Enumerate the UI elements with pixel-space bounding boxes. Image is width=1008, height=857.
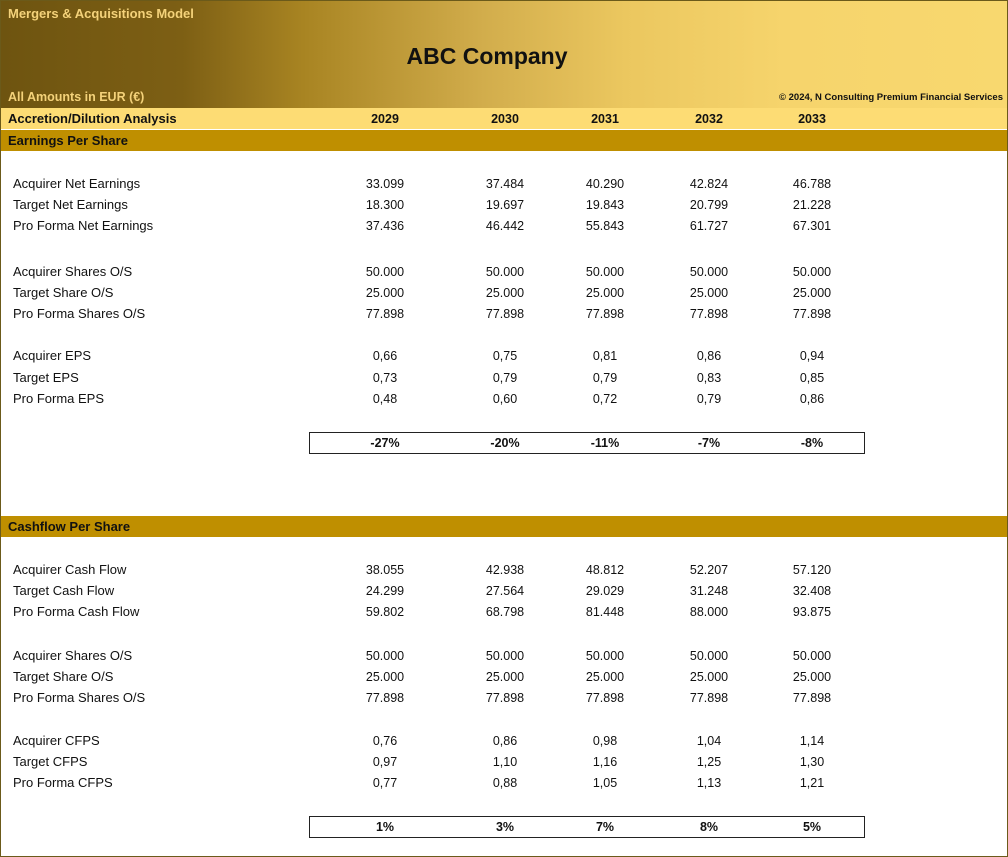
cell-value: 0,81 bbox=[592, 349, 618, 363]
cell-value: 0,79 bbox=[592, 371, 618, 385]
cell-value: 1,25 bbox=[696, 755, 722, 769]
cell-value: 42.824 bbox=[689, 177, 729, 191]
title-banner bbox=[1, 1, 1007, 108]
accretion-value: -7% bbox=[697, 436, 721, 450]
cell-value: 0,60 bbox=[492, 392, 518, 406]
cell-value: 25.000 bbox=[689, 670, 729, 684]
table-row bbox=[1, 752, 1007, 772]
cell-value: 48.812 bbox=[585, 563, 625, 577]
model-title: Mergers & Acquisitions Model bbox=[8, 6, 194, 21]
cell-value: 18.300 bbox=[365, 198, 405, 212]
year-header: 2033 bbox=[798, 112, 826, 126]
table-row bbox=[1, 646, 1007, 666]
cell-value: 20.799 bbox=[689, 198, 729, 212]
cfps-accretion-box bbox=[309, 816, 865, 838]
cell-value: 88.000 bbox=[689, 605, 729, 619]
cell-value: 93.875 bbox=[792, 605, 832, 619]
cell-value: 1,05 bbox=[592, 776, 618, 790]
cell-value: 0,97 bbox=[372, 755, 398, 769]
table-row bbox=[1, 602, 1007, 622]
table-row bbox=[1, 346, 1007, 366]
cell-value: 25.000 bbox=[792, 286, 832, 300]
row-label: Pro Forma Net Earnings bbox=[13, 218, 154, 233]
cell-value: 0,86 bbox=[799, 392, 825, 406]
row-label: Acquirer EPS bbox=[13, 348, 92, 363]
cell-value: 40.290 bbox=[585, 177, 625, 191]
table-title: Accretion/Dilution Analysis bbox=[8, 111, 177, 126]
table-row bbox=[1, 731, 1007, 751]
cell-value: 52.207 bbox=[689, 563, 729, 577]
cell-value: 50.000 bbox=[585, 265, 625, 279]
table-row bbox=[1, 283, 1007, 303]
cell-value: 50.000 bbox=[365, 265, 405, 279]
cell-value: 0,73 bbox=[372, 371, 398, 385]
cell-value: 50.000 bbox=[585, 649, 625, 663]
accretion-value: -20% bbox=[490, 436, 520, 450]
cell-value: 77.898 bbox=[585, 691, 625, 705]
row-label: Acquirer Net Earnings bbox=[13, 176, 141, 191]
table-row bbox=[1, 773, 1007, 793]
cell-value: 59.802 bbox=[365, 605, 405, 619]
table-row bbox=[1, 667, 1007, 687]
cell-value: 37.436 bbox=[365, 219, 405, 233]
cell-value: 50.000 bbox=[792, 265, 832, 279]
cell-value: 77.898 bbox=[792, 691, 832, 705]
row-label: Pro Forma EPS bbox=[13, 391, 105, 406]
cell-value: 0,72 bbox=[592, 392, 618, 406]
cell-value: 1,16 bbox=[592, 755, 618, 769]
cell-value: 0,86 bbox=[696, 349, 722, 363]
table-row bbox=[1, 560, 1007, 580]
cell-value: 77.898 bbox=[485, 691, 525, 705]
section-title: Earnings Per Share bbox=[8, 133, 128, 148]
company-name: ABC Company bbox=[406, 43, 568, 69]
row-label: Target Cash Flow bbox=[13, 583, 115, 598]
cell-value: 1,21 bbox=[799, 776, 825, 790]
cell-value: 81.448 bbox=[585, 605, 625, 619]
cell-value: 0,94 bbox=[799, 349, 825, 363]
cell-value: 0,83 bbox=[696, 371, 722, 385]
cell-value: 19.843 bbox=[585, 198, 625, 212]
row-label: Pro Forma Shares O/S bbox=[13, 306, 146, 321]
cell-value: 0,48 bbox=[372, 392, 398, 406]
year-header: 2030 bbox=[491, 112, 519, 126]
cell-value: 46.442 bbox=[485, 219, 525, 233]
cell-value: 0,79 bbox=[492, 371, 518, 385]
cell-value: 61.727 bbox=[689, 219, 729, 233]
accretion-value: 7% bbox=[595, 820, 615, 834]
cell-value: 25.000 bbox=[792, 670, 832, 684]
cell-value: 50.000 bbox=[689, 649, 729, 663]
cell-value: 25.000 bbox=[585, 670, 625, 684]
cell-value: 37.484 bbox=[485, 177, 525, 191]
cell-value: 0,98 bbox=[592, 734, 618, 748]
cell-value: 0,79 bbox=[696, 392, 722, 406]
cell-value: 0,76 bbox=[372, 734, 398, 748]
cell-value: 50.000 bbox=[365, 649, 405, 663]
cell-value: 68.798 bbox=[485, 605, 525, 619]
cell-value: 77.898 bbox=[365, 307, 405, 321]
section-header-eps bbox=[1, 130, 1007, 151]
cell-value: 25.000 bbox=[485, 286, 525, 300]
cell-value: 55.843 bbox=[585, 219, 625, 233]
year-header: 2031 bbox=[591, 112, 619, 126]
cell-value: 31.248 bbox=[689, 584, 729, 598]
table-row bbox=[1, 195, 1007, 215]
cell-value: 0,75 bbox=[492, 349, 518, 363]
table-row bbox=[1, 581, 1007, 601]
row-label: Target Net Earnings bbox=[13, 197, 128, 212]
row-label: Pro Forma Cash Flow bbox=[13, 604, 140, 619]
cell-value: 0,88 bbox=[492, 776, 518, 790]
cell-value: 24.299 bbox=[365, 584, 405, 598]
table-row bbox=[1, 688, 1007, 708]
accretion-value: 3% bbox=[495, 820, 515, 834]
table-row bbox=[1, 174, 1007, 194]
column-header-row bbox=[1, 108, 1007, 129]
row-label: Acquirer Shares O/S bbox=[13, 648, 133, 663]
row-label: Acquirer CFPS bbox=[13, 733, 100, 748]
cell-value: 27.564 bbox=[485, 584, 525, 598]
cell-value: 33.099 bbox=[365, 177, 405, 191]
year-header: 2029 bbox=[371, 112, 399, 126]
cell-value: 50.000 bbox=[689, 265, 729, 279]
row-label: Target EPS bbox=[13, 370, 79, 385]
cell-value: 1,10 bbox=[492, 755, 518, 769]
cell-value: 57.120 bbox=[792, 563, 832, 577]
cell-value: 77.898 bbox=[792, 307, 832, 321]
row-label: Pro Forma CFPS bbox=[13, 775, 113, 790]
cell-value: 38.055 bbox=[365, 563, 405, 577]
row-label: Acquirer Cash Flow bbox=[13, 562, 127, 577]
section-title: Cashflow Per Share bbox=[8, 519, 131, 534]
accretion-value: -27% bbox=[370, 436, 400, 450]
accretion-value: 5% bbox=[802, 820, 822, 834]
cell-value: 1,30 bbox=[799, 755, 825, 769]
cell-value: 25.000 bbox=[689, 286, 729, 300]
cell-value: 19.697 bbox=[485, 198, 525, 212]
table-row bbox=[1, 262, 1007, 282]
cell-value: 25.000 bbox=[585, 286, 625, 300]
row-label: Target CFPS bbox=[13, 754, 88, 769]
section-header-cfps bbox=[1, 516, 1007, 537]
accretion-value: -11% bbox=[590, 436, 620, 450]
cell-value: 25.000 bbox=[485, 670, 525, 684]
table-row bbox=[1, 304, 1007, 324]
cell-value: 50.000 bbox=[485, 265, 525, 279]
row-label: Pro Forma Shares O/S bbox=[13, 690, 146, 705]
accretion-value: -8% bbox=[800, 436, 824, 450]
cell-value: 77.898 bbox=[689, 691, 729, 705]
cell-value: 0,86 bbox=[492, 734, 518, 748]
cell-value: 77.898 bbox=[585, 307, 625, 321]
accretion-value: 1% bbox=[375, 820, 395, 834]
cell-value: 1,04 bbox=[696, 734, 722, 748]
cell-value: 50.000 bbox=[485, 649, 525, 663]
cell-value: 42.938 bbox=[485, 563, 525, 577]
cell-value: 77.898 bbox=[485, 307, 525, 321]
cell-value: 0,77 bbox=[372, 776, 398, 790]
year-header: 2032 bbox=[695, 112, 723, 126]
eps-accretion-box bbox=[309, 432, 865, 454]
accretion-value: 8% bbox=[699, 820, 719, 834]
row-label: Target Share O/S bbox=[13, 285, 114, 300]
table-row bbox=[1, 389, 1007, 409]
cell-value: 50.000 bbox=[792, 649, 832, 663]
table-row bbox=[1, 216, 1007, 236]
table-row bbox=[1, 368, 1007, 388]
cell-value: 25.000 bbox=[365, 670, 405, 684]
cell-value: 1,13 bbox=[696, 776, 722, 790]
copyright-note: © 2024, N Consulting Premium Financial Services bbox=[779, 92, 1003, 103]
cell-value: 1,14 bbox=[799, 734, 825, 748]
row-label: Target Share O/S bbox=[13, 669, 114, 684]
currency-note: All Amounts in EUR (€) bbox=[8, 90, 145, 104]
cell-value: 0,66 bbox=[372, 349, 398, 363]
row-label: Acquirer Shares O/S bbox=[13, 264, 133, 279]
cell-value: 32.408 bbox=[792, 584, 832, 598]
cell-value: 67.301 bbox=[792, 219, 832, 233]
cell-value: 46.788 bbox=[792, 177, 832, 191]
cell-value: 0,85 bbox=[799, 371, 825, 385]
cell-value: 21.228 bbox=[792, 198, 832, 212]
cell-value: 29.029 bbox=[585, 584, 625, 598]
cell-value: 77.898 bbox=[689, 307, 729, 321]
cell-value: 77.898 bbox=[365, 691, 405, 705]
cell-value: 25.000 bbox=[365, 286, 405, 300]
